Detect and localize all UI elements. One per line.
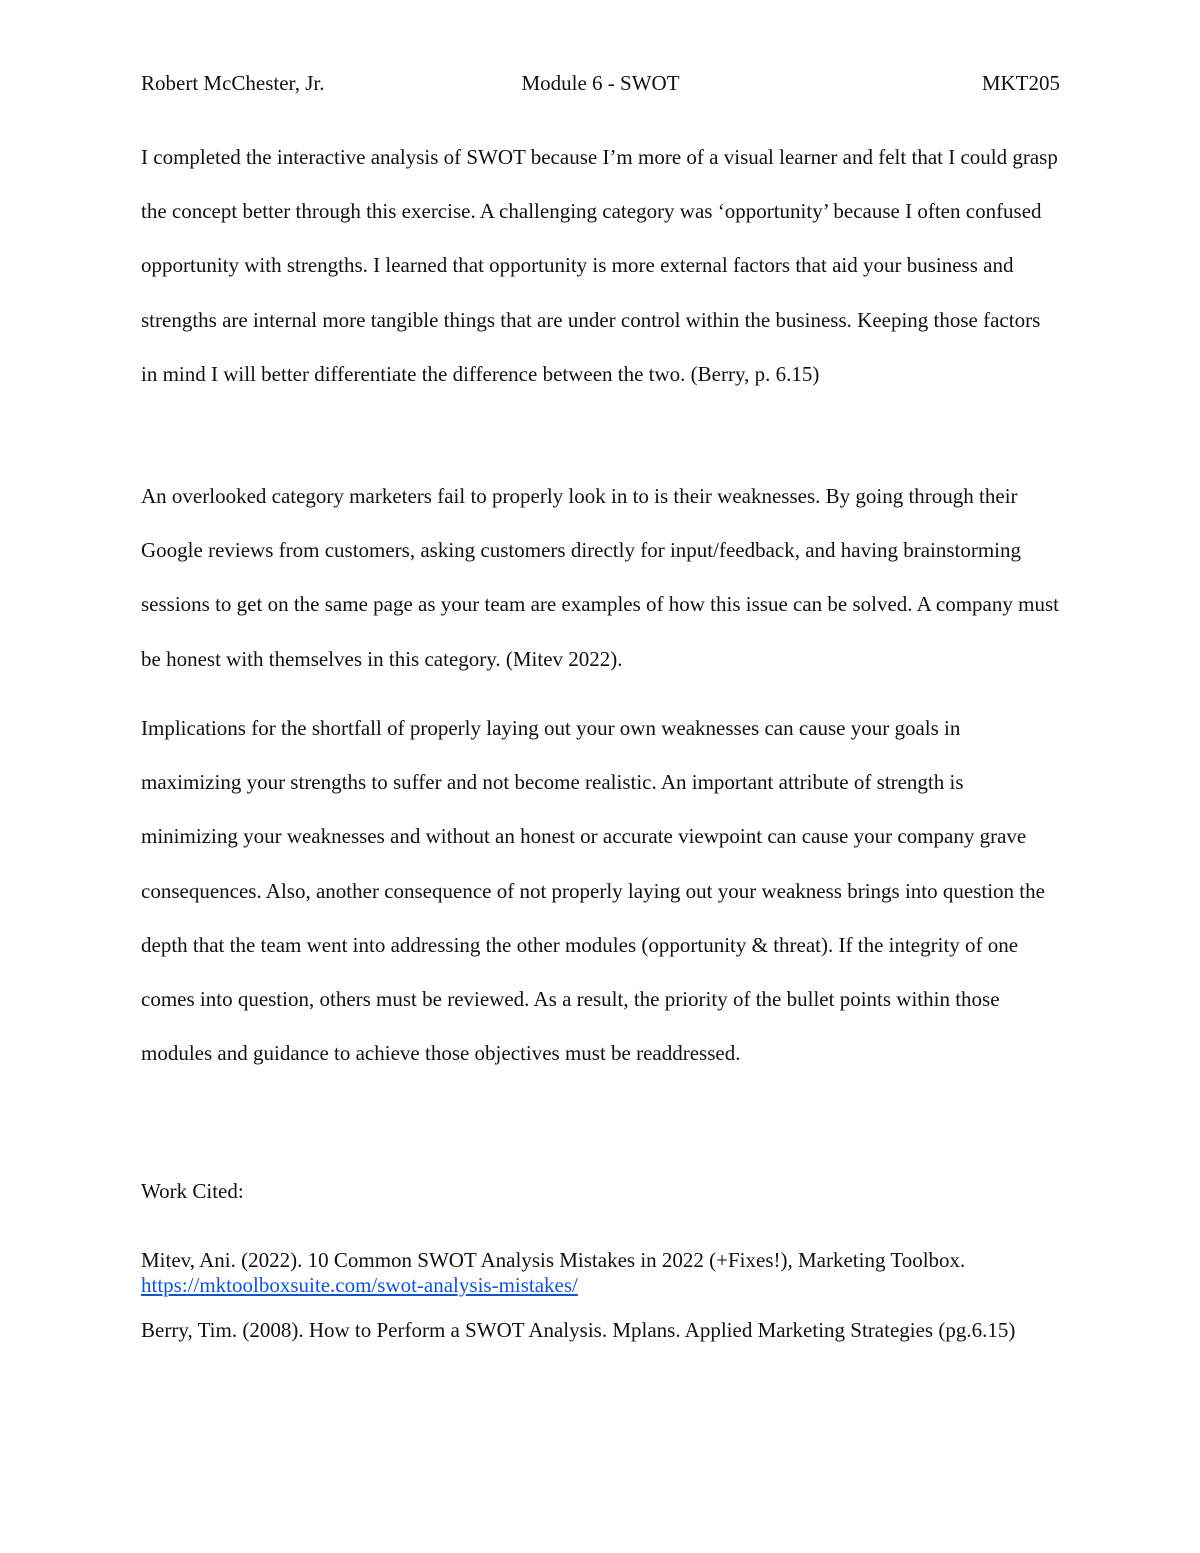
citation-link[interactable]: https://mktoolboxsuite.com/swot-analysis-mistakes/ [141, 1273, 578, 1297]
citation-entry [141, 1318, 1021, 1343]
body-paragraph: Implications for the shortfall of properly laying out your own weaknesses can cause your goals in maximizing your strengths to suffer and not become realistic. An important attribute of strength is minimizing your weaknesses and without an honest or accurate viewpoint can cause your company grave consequences. Also, another consequence of not properly laying out your weakness brings into question the depth that the team went into addressing the other modules (opportunity & threat). If the integrity of one comes into question, others must be reviewed. As a result, the priority of the bullet points within those modules and guidance to achieve those objectives must be readdressed. [141, 716, 1045, 1066]
header-course: MKT205 [981, 71, 1060, 95]
header-title: Module 6 - SWOT [521, 71, 680, 95]
works-cited-heading: Work Cited: [141, 1179, 244, 1203]
body-paragraph: An overlooked category marketers fail to properly look in to is their weaknesses. By going through their Google reviews from customers, asking customers directly for input/feedback, and having brainstorming sessions to get on the same page as your team are examples of how this issue can be solved. A company must be honest with themselves in this category. (Mitev 2022). [141, 484, 1059, 671]
citation-entry [141, 1248, 1021, 1298]
citation-text: Berry, Tim. (2008). How to Perform a SWOT Analysis. Mplans. Applied Marketing Strategies (pg.6.15) [141, 1318, 1016, 1342]
citation-text: Mitev, Ani. (2022). 10 Common SWOT Analysis Mistakes in 2022 (+Fixes!), Marketing Toolbox. [141, 1248, 966, 1272]
header-author: Robert McChester, Jr. [141, 71, 325, 95]
page-header [141, 71, 1060, 101]
body-paragraph: I completed the interactive analysis of SWOT because I’m more of a visual learner and felt that I could grasp the concept better through this exercise. A challenging category was ‘opportunity’ because I often confused opportunity with strengths. I learned that opportunity is more external factors that aid your business and strengths are internal more tangible things that are under control within the business. Keeping those factors in mind I will better differentiate the difference between the two. (Berry, p. 6.15) [141, 145, 1058, 386]
